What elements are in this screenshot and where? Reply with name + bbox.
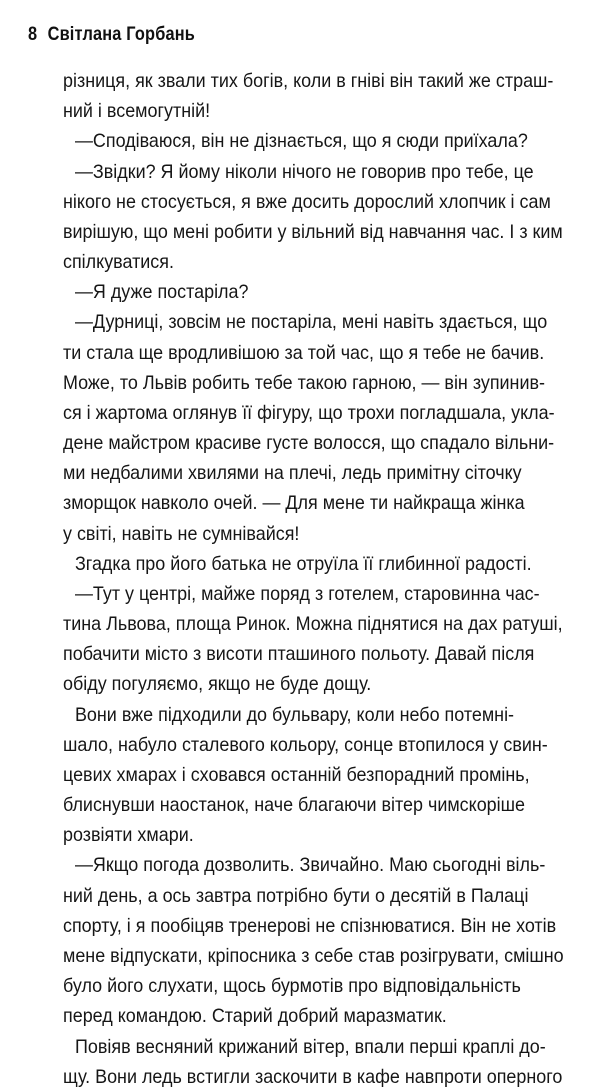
text-line: —Звідки? Я йому ніколи нічого не говорив про тебе, це	[74, 160, 534, 183]
text-line: —Якщо погода дозволить. Звичайно. Маю сьогодні віль-	[74, 854, 546, 877]
text-line: —Тут у центрі, майже поряд з готелем, старовинна час-	[74, 582, 540, 605]
page-number: 8	[28, 24, 38, 45]
text-line: перед командою. Старий добрий маразматик.	[63, 1005, 447, 1028]
text-line: спорту, і я пообіцяв тренерові не спізнюватися. Він не хотів	[63, 914, 557, 937]
text-line: різниця, як звали тих богів, коли в гніві він такий же страш-	[63, 70, 554, 92]
text-line: —Дурниці, зовсім не постаріла, мені навіть здається, що	[74, 311, 548, 334]
text-line: розвіяти хмари.	[63, 824, 194, 847]
text-line: —Сподіваюся, він не дізнається, що я сюди приїхала?	[74, 130, 528, 153]
text-line: спілкуватися.	[63, 251, 174, 274]
text-line: Вони вже підходили до бульвару, коли небо потемні-	[74, 703, 515, 726]
text-line: дене майстром красиве густе волосся, що спадало вільни-	[63, 432, 555, 455]
text-line: нікого не стосується, я вже досить дорослий хлопчик і сам	[63, 190, 551, 213]
text-line: вирішую, що мені робити у вільний від навчання час. І з ким	[63, 220, 563, 243]
text-line: ми недбалими хвилями на плечі, ледь примітну сіточку	[63, 462, 522, 485]
body-text	[63, 66, 564, 1092]
text-line: ний і всемогутній!	[63, 100, 211, 123]
text-line: побачити місто з висоти пташиного польоту. Давай після	[63, 643, 535, 666]
text-line: було його слухати, щось бурмотів про відповідальність	[63, 975, 521, 998]
text-line: блиснувши наостанок, наче благаючи вітер чимскоріше	[63, 794, 526, 817]
text-line: Повіяв весняний крижаний вітер, впали перші краплі до-	[74, 1035, 546, 1058]
text-line: обіду погуляємо, якщо не буде дощу.	[63, 673, 372, 696]
text-line: зморщок навколо очей. — Для мене ти найкраща жінка	[63, 492, 525, 515]
text-line: Згадка про його батька не отруїла її глибинної радості.	[74, 552, 532, 575]
text-line: у світі, навіть не сумнівайся!	[63, 522, 300, 545]
text-line: ся і жартома оглянув її фігуру, що трохи погладшала, укла-	[63, 401, 555, 424]
text-line: —Я дуже постаріла?	[74, 281, 249, 304]
text-line: мене відпускати, кріпосника з себе став розігрувати, смішно	[63, 944, 564, 967]
text-line: ний день, а ось завтра потрібно бути о десятій в Палаці	[63, 884, 529, 907]
text-line: Може, то Львів робить тебе такою гарною, — він зупинив-	[63, 371, 545, 394]
text-line: тина Львова, площа Ринок. Можна піднятися на дах ратуші,	[63, 613, 563, 636]
text-line: шало, набуло сталевого кольору, сонце втопилося у свин-	[63, 733, 548, 756]
text-line: ти стала ще вродливішою за той час, що я тебе не бачив.	[63, 341, 545, 364]
text-line: цевих хмарах і сховався останній безпорадний промінь,	[63, 763, 530, 786]
author-name: Світлана Горбань	[47, 24, 195, 45]
text-line: щу. Вони ледь встигли заскочити в кафе навпроти оперного	[63, 1065, 563, 1088]
running-head	[28, 24, 195, 50]
